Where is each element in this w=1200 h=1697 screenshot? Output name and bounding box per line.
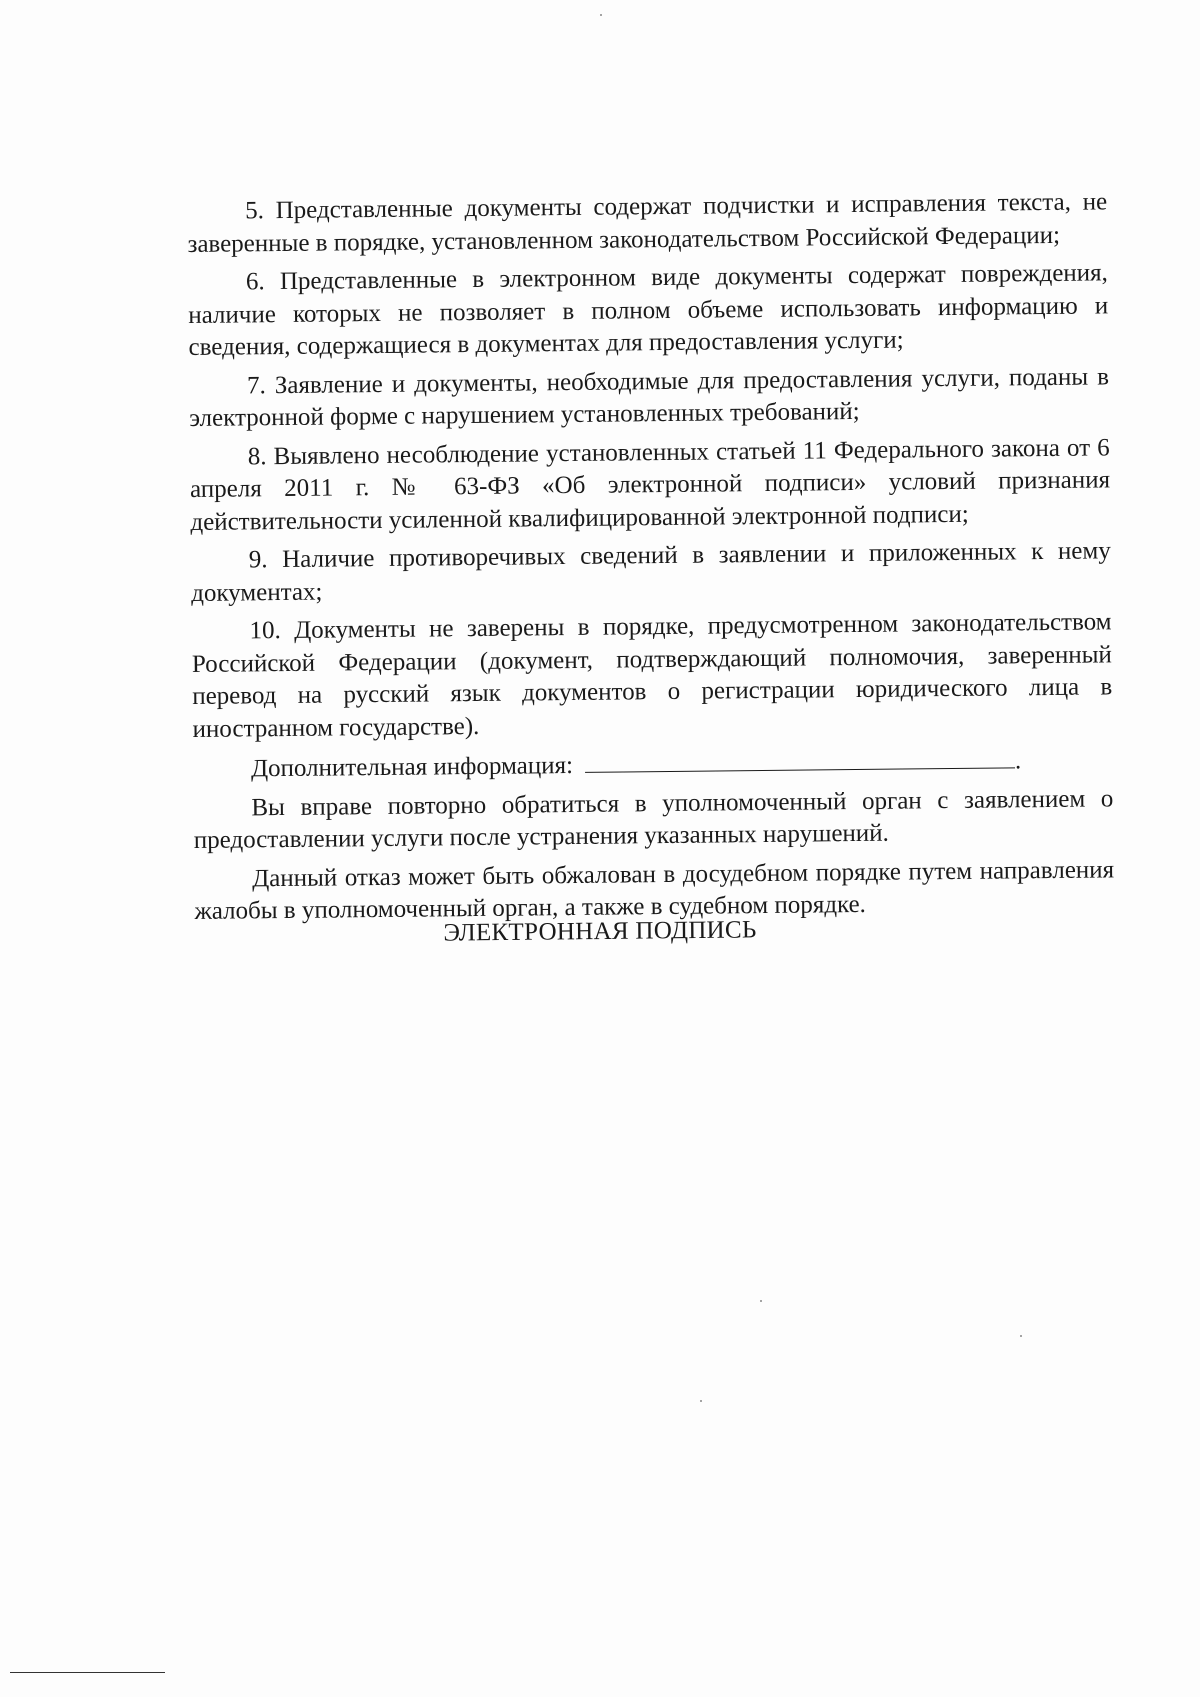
reason-10: 10. Документы не заверены в порядке, предусмотренном законодательством Российской Федерации (документ, подтверждающий полномочия, заверенный перевод на русский язык документов о регистрации юридического лица в иностранном государстве). xyxy=(191,608,1113,743)
additional-info-label: Дополнительная информация: xyxy=(250,751,574,783)
reason-8: 8. Выявлено несоблюдение установленных статьей 11 Федерального закона от 6 апреля 2011 г. № 63-ФЗ «Об электронной подписи» условий признания действительности усиленной квалифицированной электронной подписи; xyxy=(189,433,1111,536)
scan-speck xyxy=(700,1400,702,1402)
reason-7: 7. Заявление и документы, необходимые для предоставления услуги, поданы в электронной форме с нарушением установленных требований; xyxy=(189,362,1110,432)
additional-info-line xyxy=(193,742,1113,786)
reason-9: 9. Наличие противоречивых сведений в заявлении и приложенных к нему документах; xyxy=(191,537,1111,607)
additional-info-blank xyxy=(585,743,1015,773)
document-body xyxy=(187,186,1115,934)
appeal-notice: Данный отказ может быть обжалован в досудебном порядке путем направления жалобы в уполномоченный орган, а также в судебном порядке. xyxy=(194,855,1115,925)
electronic-signature-label: ЭЛЕКТРОННАЯ ПОДПИСЬ xyxy=(443,916,757,947)
reason-5: 5. Представленные документы содержат подчистки и исправления текста, не заверенные в порядке, установленном законодательством Российской Федерации; xyxy=(187,188,1108,258)
reason-6: 6. Представленные в электронном виде документы содержат повреждения, наличие которых не позволяет в полном объеме использовать информацию и сведения, содержащиеся в документах для предоставления услуги; xyxy=(188,259,1109,361)
scan-speck xyxy=(1020,1335,1022,1337)
additional-info-end: . xyxy=(1014,747,1022,775)
footnote-divider xyxy=(10,1672,165,1673)
reapply-notice: Вы вправе повторно обратиться в уполномоченный орган с заявлением о предоставлении услуги после устранения указанных нарушений. xyxy=(193,784,1114,854)
scan-speck xyxy=(600,14,602,16)
scan-speck xyxy=(760,1300,762,1302)
